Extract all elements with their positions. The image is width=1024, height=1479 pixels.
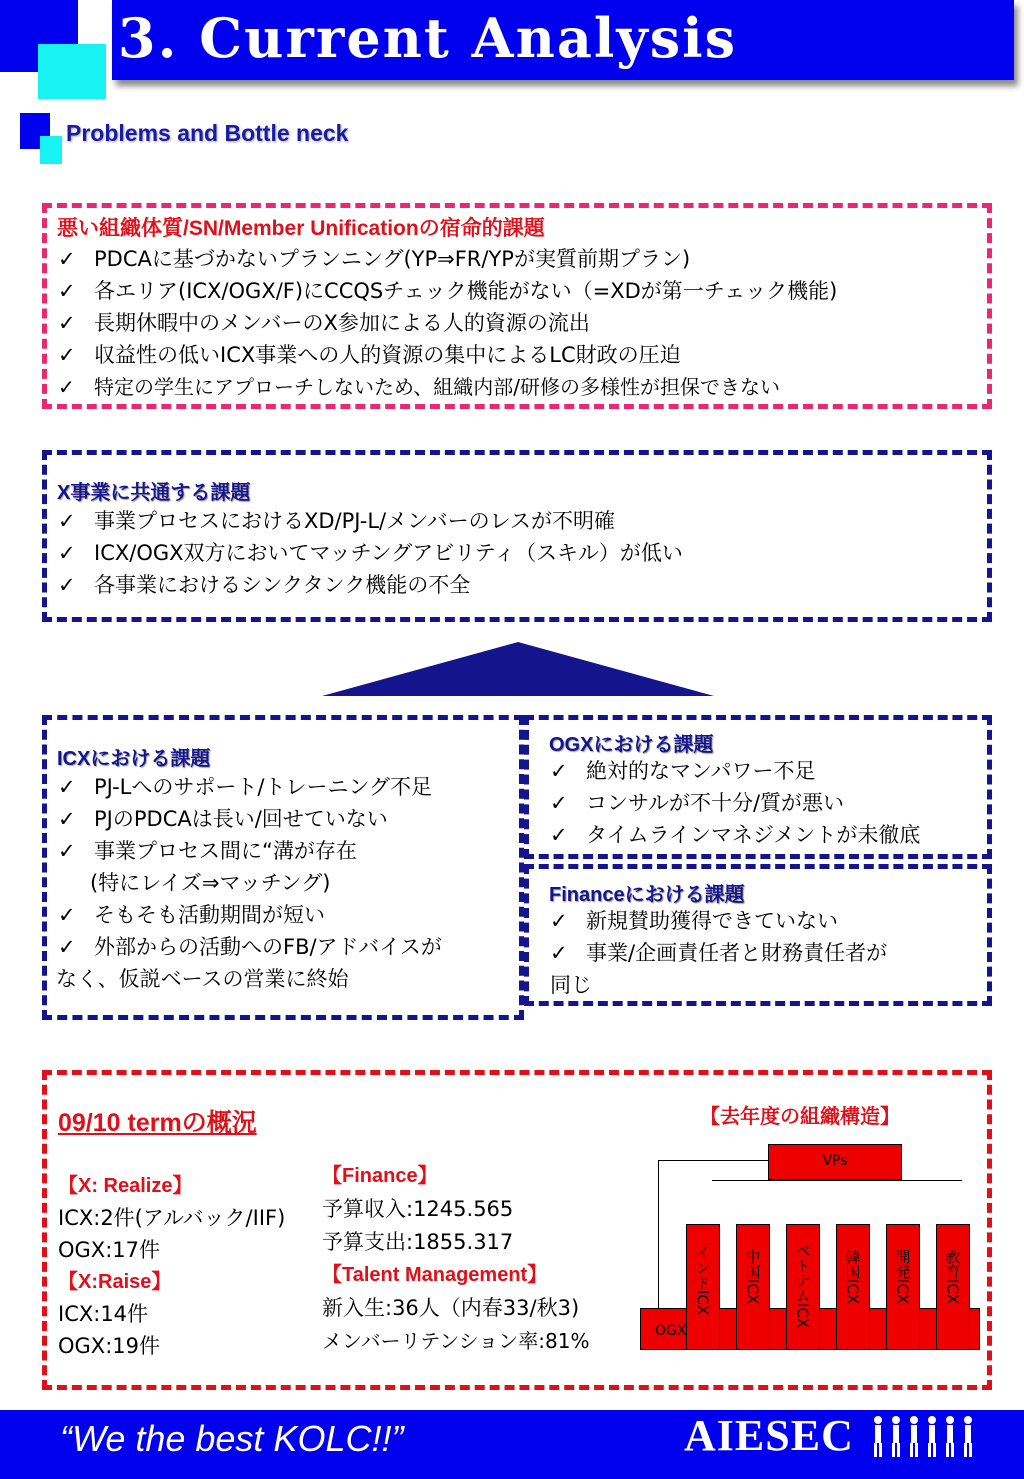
list-item: ✓ そもそも活動期間が短い xyxy=(58,899,442,931)
x-raise-label: 【X:Raise】 xyxy=(58,1271,172,1293)
org-chart xyxy=(640,1140,980,1380)
x-common-issues-list xyxy=(58,505,683,601)
org-unit-development-icx: 開発ICX xyxy=(886,1224,920,1350)
list-item: ✓ PJ-Lへのサポート/トレーニング不足 xyxy=(58,771,442,803)
x-realize-ogx: OGX:17件 xyxy=(58,1238,160,1262)
finance-stats-column xyxy=(322,1160,590,1358)
list-item: ✓ 事業プロセスにおけるXD/PJ-L/メンバーのレスが不明確 xyxy=(58,505,683,537)
check-icon: ✓ xyxy=(58,807,76,831)
ogx-issues-heading: OGXにおける課題 xyxy=(549,734,714,756)
check-icon: ✓ xyxy=(550,823,568,847)
org-unit-india-icx: インドICX xyxy=(686,1224,720,1350)
check-icon: ✓ xyxy=(58,935,76,959)
check-icon: ✓ xyxy=(58,903,76,927)
org-chart-title: 【去年度の組織構造】 xyxy=(700,1106,900,1128)
check-icon: ✓ xyxy=(550,909,568,933)
check-icon: ✓ xyxy=(58,343,76,367)
org-unit-china-icx: 中国ICX xyxy=(736,1224,770,1350)
check-icon: ✓ xyxy=(58,279,76,303)
org-unit-korea-icx: 韓国ICX xyxy=(836,1224,870,1350)
check-icon: ✓ xyxy=(58,541,76,565)
list-item: ✓ 収益性の低いICX事業への人的資源の集中によるLC財政の圧迫 xyxy=(58,339,837,371)
list-item: ✓ 外部からの活動へのFB/アドバイスが xyxy=(58,931,442,963)
icx-issues-heading: ICXにおける課題 xyxy=(57,748,211,770)
new-members: 新入生:36人（内春33/秋3) xyxy=(322,1296,580,1320)
x-common-issues-heading: X事業に共通する課題 xyxy=(57,482,251,504)
list-item: ✓ 各エリア(ICX/OGX/F)にCCQSチェック機能がない（=XDが第一チェック機能) xyxy=(58,275,837,307)
list-item: ✓ PJのPDCAは長い/回せていない xyxy=(58,803,442,835)
budget-expense: 予算支出:1855.317 xyxy=(322,1230,514,1254)
list-item: ✓ 各事業におけるシンクタンク機能の不全 xyxy=(58,569,683,601)
check-icon: ✓ xyxy=(58,839,76,863)
term-overview-heading: 09/10 termの概況 xyxy=(58,1109,257,1137)
list-item: ✓ 事業プロセス間に“溝が存在 xyxy=(58,835,442,867)
list-item-continued: なく、仮説ベースの営業に終始 xyxy=(56,967,349,991)
list-item: ✓ タイムラインマネジメントが未徹底 xyxy=(550,819,920,851)
list-item: ✓ ICX/OGX双方においてマッチングアビリティ（スキル）が低い xyxy=(58,537,683,569)
x-raise-icx: ICX:14件 xyxy=(58,1302,149,1326)
ogx-issues-list xyxy=(550,755,920,851)
check-icon: ✓ xyxy=(58,375,75,399)
people-logo-icon xyxy=(868,1412,980,1460)
finance-issues-heading: Financeにおける課題 xyxy=(549,884,745,906)
retention-rate: メンバーリテンション率:81% xyxy=(322,1329,590,1353)
x-raise-ogx: OGX:19件 xyxy=(58,1334,160,1358)
org-chart-base: OGX xyxy=(640,1308,980,1350)
check-icon: ✓ xyxy=(58,573,76,597)
list-item: ✓ 特定の学生にアプローチしないため、組織内部/研修の多様性が担保できない xyxy=(58,371,837,403)
deco-square-cyan-2 xyxy=(40,136,62,164)
section-subtitle: Problems and Bottle neck xyxy=(66,120,349,146)
x-realize-icx: ICX:2件(アルバック/IIF) xyxy=(58,1206,286,1230)
list-item: ✓ 絶対的なマンパワー不足 xyxy=(550,755,920,787)
check-icon: ✓ xyxy=(550,791,568,815)
x-realize-label: 【X: Realize】 xyxy=(58,1175,193,1197)
budget-income: 予算収入:1245.565 xyxy=(322,1197,514,1221)
org-chart-stem xyxy=(712,1180,962,1225)
check-icon: ✓ xyxy=(58,775,76,799)
org-chart-top: VPs xyxy=(768,1144,902,1180)
x-stats-column xyxy=(58,1170,285,1362)
page-title: 3. Current Analysis xyxy=(118,6,738,70)
footer-slogan: “We the best KOLC!!” xyxy=(60,1418,404,1459)
finance-issues-list xyxy=(550,905,887,1001)
list-item: ✓ 新規賛助獲得できていない xyxy=(550,905,887,937)
org-unit-education-icx: 教育ICX xyxy=(936,1224,970,1350)
icx-issues-list xyxy=(58,771,442,995)
up-arrow-triangle xyxy=(318,642,718,698)
list-item: ✓ PDCAに基づかないプランニング(YP⇒FR/YPが実質前期プラン) xyxy=(58,243,837,275)
check-icon: ✓ xyxy=(58,311,76,335)
organization-issues-list xyxy=(58,243,837,403)
finance-label: 【Finance】 xyxy=(322,1165,438,1187)
list-item-continued: 同じ xyxy=(550,973,592,997)
list-item: ✓ 事業/企画責任者と財務責任者が xyxy=(550,937,887,969)
list-item-continued: (特にレイズ⇒マッチング) xyxy=(90,871,331,895)
check-icon: ✓ xyxy=(550,941,568,965)
check-icon: ✓ xyxy=(550,759,568,783)
deco-square-cyan-1 xyxy=(38,44,106,99)
aiesec-logo: AIESEC xyxy=(684,1411,854,1460)
list-item: ✓ コンサルが不十分/質が悪い xyxy=(550,787,920,819)
list-item: ✓ 長期休暇中のメンバーのX参加による人的資源の流出 xyxy=(58,307,837,339)
organization-issues-heading: 悪い組織体質/SN/Member Unificationの宿命的課題 xyxy=(57,217,545,240)
org-unit-vietnam-icx: ベトナムICX xyxy=(786,1224,820,1350)
talent-management-label: 【Talent Management】 xyxy=(322,1264,548,1286)
check-icon: ✓ xyxy=(58,509,76,533)
check-icon: ✓ xyxy=(58,247,76,271)
